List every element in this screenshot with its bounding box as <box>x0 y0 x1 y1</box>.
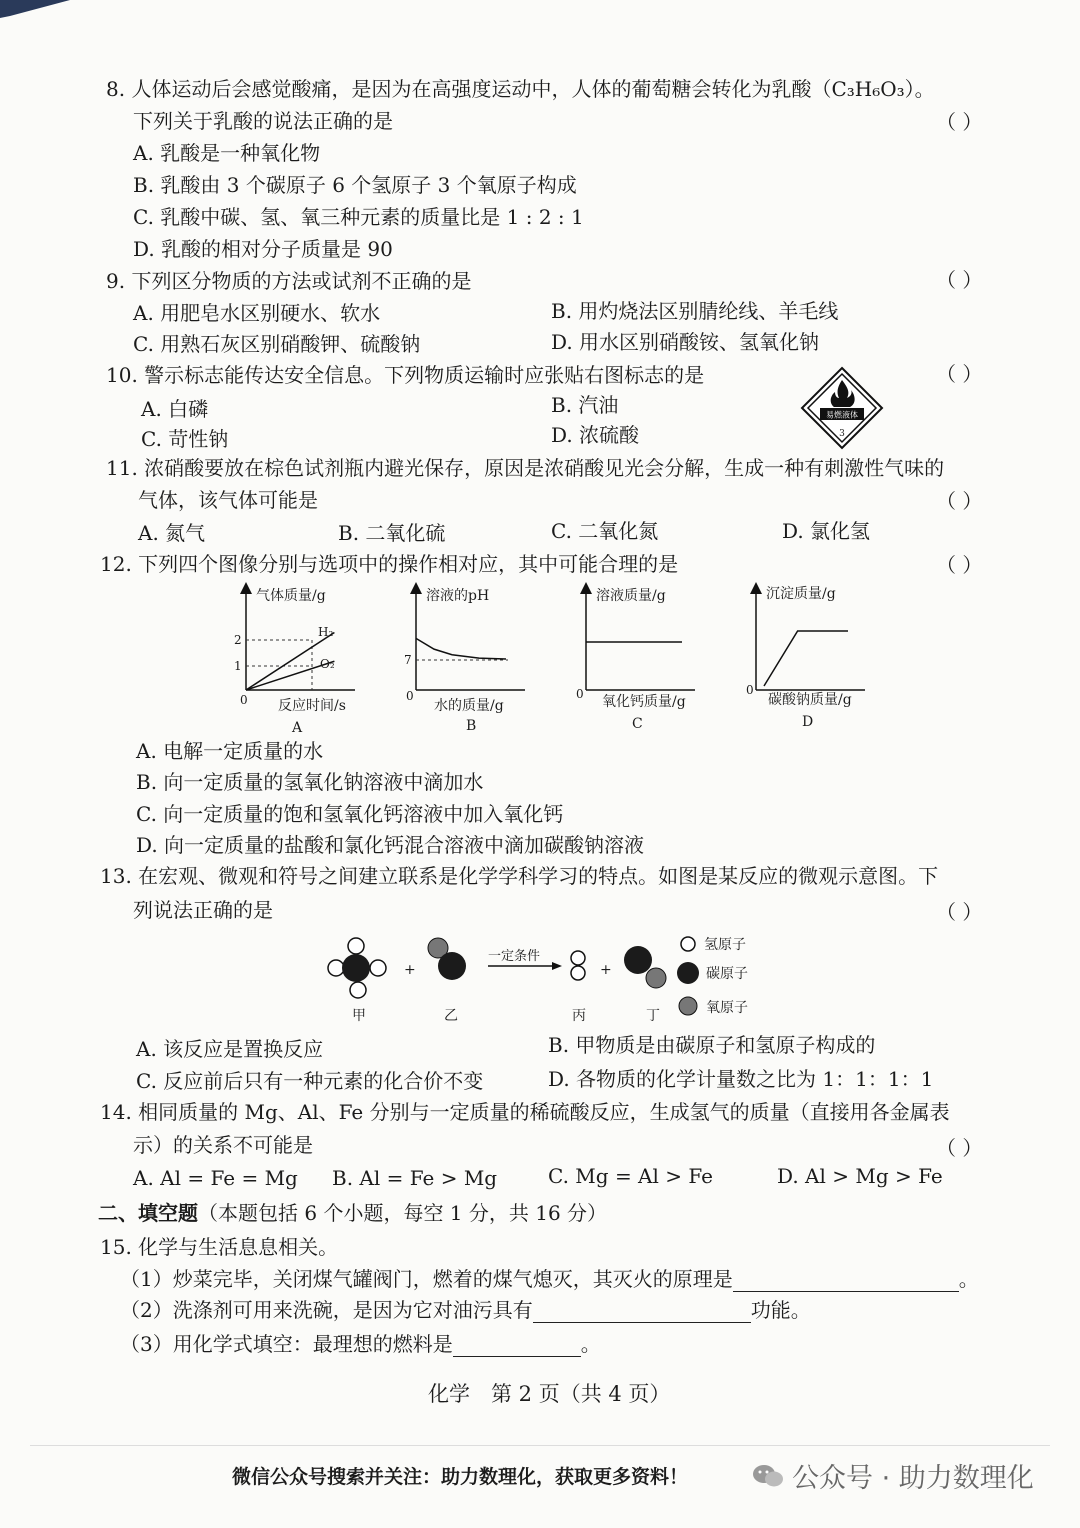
q9-option-d: D. 用水区别硝酸铵、氢氧化钠 <box>551 330 820 354</box>
chart-b-ytick-7: 7 <box>404 653 412 667</box>
q11-answer-paren: （ ） <box>936 489 983 513</box>
q15-stem: 15. 化学与生活息息相关。 <box>100 1235 339 1259</box>
q11-option-a: A. 氮气 <box>138 521 206 545</box>
q8-answer-paren: （ ） <box>936 110 983 134</box>
q12-option-a: A. 电解一定质量的水 <box>136 739 324 763</box>
q8-stem-line2: 下列关于乳酸的说法正确的是 <box>133 109 393 133</box>
section-2-title: 二、填空题 <box>98 1201 198 1225</box>
q9-stem: 9. 下列区分物质的方法或试剂不正确的是 <box>106 269 472 293</box>
flammable-liquid-sign <box>800 366 884 450</box>
q11-option-d: D. 氯化氢 <box>782 519 871 543</box>
q12-stem: 12. 下列四个图像分别与选项中的操作相对应，其中可能合理的是 <box>100 552 679 576</box>
legend-carbon: 碳原子 <box>706 966 748 982</box>
legend-carbon-icon <box>677 962 699 984</box>
chart-d-ylabel: 沉淀质量/g <box>766 586 836 602</box>
q13-option-a: A. 该反应是置换反应 <box>136 1037 324 1061</box>
q15-part1-text: （1）炒菜完毕，关闭煤气罐阀门，燃着的煤气熄灭，其灭火的原理是 <box>120 1267 733 1291</box>
q9-option-c: C. 用熟石灰区别硝酸钾、硫酸钠 <box>133 332 421 356</box>
label-yi: 乙 <box>444 1008 458 1024</box>
legend-oxygen: 氧原子 <box>706 1000 748 1016</box>
q12-option-d: D. 向一定质量的盐酸和氯化钙混合溶液中滴加碳酸钠溶液 <box>136 833 645 857</box>
legend-hydrogen-icon <box>681 937 695 951</box>
q10-stem: 10. 警示标志能传达安全信息。下列物质运输时应张贴右图标志的是 <box>106 363 705 387</box>
q12-graphs <box>220 578 900 738</box>
legend-hydrogen: 氢原子 <box>704 937 746 953</box>
q15-part3-blank[interactable] <box>453 1334 581 1357</box>
q13-option-d: D. 各物质的化学计量数之比为 1：1：1：1 <box>548 1067 934 1091</box>
chart-a-ylabel: 气体质量/g <box>256 588 326 604</box>
q15-part3-text: （3）用化学式填空：最理想的燃料是 <box>120 1332 453 1356</box>
chart-a <box>234 587 355 736</box>
q9-answer-paren: （ ） <box>936 268 983 292</box>
q14-stem-line2: 示）的关系不可能是 <box>133 1133 313 1157</box>
q14-option-b: B. Al = Fe > Mg <box>332 1166 498 1190</box>
chart-a-title: A <box>292 720 303 736</box>
q15-part1-blank[interactable] <box>733 1269 959 1292</box>
q9-option-b: B. 用灼烧法区别腈纶线、羊毛线 <box>551 299 839 323</box>
chart-b-ylabel: 溶液的pH <box>426 588 490 604</box>
label-bing: 丙 <box>572 1008 586 1024</box>
q11-option-c: C. 二氧化氮 <box>551 519 659 543</box>
label-jia: 甲 <box>352 1008 366 1024</box>
legend-oxygen-icon <box>679 997 697 1015</box>
q13-option-b: B. 甲物质是由碳原子和氢原子构成的 <box>548 1033 876 1057</box>
q13-stem-line1: 13. 在宏观、微观和符号之间建立联系是化学学科学习的特点。如图是某反应的微观示意图。下 <box>100 864 939 888</box>
q15-part3 <box>120 1331 601 1357</box>
watermark <box>752 1456 1034 1495</box>
section-2-heading <box>98 1200 607 1226</box>
chart-b <box>404 587 525 734</box>
q8-stem-line1: 8. 人体运动后会感觉酸痛，是因为在高强度运动中，人体的葡萄糖会转化为乳酸（C₃H₆O₃）。 <box>106 77 935 101</box>
q12-option-b: B. 向一定质量的氢氧化钠溶液中滴加水 <box>136 770 484 794</box>
chart-a-legend-h2: H₂ <box>318 625 334 639</box>
q13-reaction-diagram <box>320 930 770 1030</box>
q15-part2-text: （2）洗涤剂可用来洗碗，是因为它对油污具有 <box>120 1298 533 1322</box>
molecule-jia <box>328 938 386 998</box>
q11-option-b: B. 二氧化硫 <box>338 521 446 545</box>
chart-a-xlabel: 反应时间/s <box>278 698 346 714</box>
q15-part2 <box>120 1297 811 1323</box>
q14-stem-line1: 14. 相同质量的 Mg、Al、Fe 分别与一定质量的稀硫酸反应，生成氢气的质量（直接用各金属表 <box>100 1100 950 1124</box>
q11-stem-line1: 11. 浓硝酸要放在棕色试剂瓶内避光保存，原因是浓硝酸见光会分解，生成一种有刺激性气味的 <box>106 456 945 480</box>
q9-option-a: A. 用肥皂水区别硬水、软水 <box>133 301 381 325</box>
q8-option-d: D. 乳酸的相对分子质量是 90 <box>133 237 393 261</box>
watermark-text: 公众号 · 助力数理化 <box>792 1463 1034 1494</box>
q8-option-a: A. 乳酸是一种氧化物 <box>133 141 321 165</box>
footer-divider <box>30 1445 1050 1446</box>
sign-label: 易燃液体 <box>826 410 858 420</box>
q15-part2-blank[interactable] <box>533 1300 751 1323</box>
chart-c-ylabel: 溶液质量/g <box>596 588 666 604</box>
q13-stem-line2: 列说法正确的是 <box>133 898 273 922</box>
molecule-ding <box>624 946 666 988</box>
chart-a-legend-o2: O₂ <box>320 657 335 671</box>
molecule-yi <box>428 938 466 980</box>
q10-option-c: C. 苛性钠 <box>141 427 229 451</box>
q12-option-c: C. 向一定质量的饱和氢氧化钙溶液中加入氧化钙 <box>136 802 564 826</box>
chart-c-title: C <box>632 716 643 732</box>
q15-part2-end: 功能。 <box>750 1298 811 1322</box>
q8-option-c: C. 乳酸中碳、氢、氧三种元素的质量比是 1 : 2 : 1 <box>133 205 584 229</box>
plus-1: + <box>404 962 416 978</box>
chart-b-title: B <box>466 718 477 734</box>
chart-c-origin: 0 <box>576 687 584 701</box>
q11-stem-line2: 气体，该气体可能是 <box>138 488 318 512</box>
chart-a-ytick-1: 1 <box>234 659 242 673</box>
q10-option-d: D. 浓硫酸 <box>551 423 640 447</box>
q13-answer-paren: （ ） <box>936 900 983 924</box>
chart-d-title: D <box>802 714 814 730</box>
sign-number: 3 <box>839 429 845 439</box>
q10-option-a: A. 白磷 <box>141 397 209 421</box>
q15-part1 <box>120 1266 979 1292</box>
reaction-condition: 一定条件 <box>488 949 541 964</box>
promo-text: 微信公众号搜索并关注：助力数理化，获取更多资料！ <box>232 1466 689 1488</box>
q8-option-b: B. 乳酸由 3 个碳原子 6 个氢原子 3 个氧原子构成 <box>133 173 577 197</box>
chart-d-series <box>764 631 848 686</box>
q15-part3-end: 。 <box>580 1332 601 1356</box>
q15-part1-end: 。 <box>958 1267 979 1291</box>
molecule-bing <box>571 951 585 980</box>
label-ding: 丁 <box>646 1008 660 1024</box>
chart-c <box>576 587 695 732</box>
page-footer: 化学 第 2 页（共 4 页） <box>428 1382 671 1406</box>
q12-answer-paren: （ ） <box>936 553 983 577</box>
chart-a-origin: 0 <box>240 693 248 707</box>
q10-option-b: B. 汽油 <box>551 393 619 417</box>
scan-corner-mark <box>0 0 70 18</box>
chart-a-ytick-2: 2 <box>234 633 242 647</box>
q14-answer-paren: （ ） <box>936 1136 983 1160</box>
chart-b-xlabel: 水的质量/g <box>434 698 504 714</box>
chart-b-series-ph <box>416 638 506 659</box>
chart-b-origin: 0 <box>406 689 414 703</box>
chart-d-xlabel: 碳酸钠质量/g <box>768 692 852 708</box>
q14-option-c: C. Mg = Al > Fe <box>548 1164 713 1188</box>
q14-option-d: D. Al > Mg > Fe <box>777 1164 943 1188</box>
chart-d-origin: 0 <box>746 683 754 697</box>
wechat-icon <box>752 1464 784 1488</box>
q13-option-c: C. 反应前后只有一种元素的化合价不变 <box>136 1069 484 1093</box>
q10-answer-paren: （ ） <box>936 362 983 386</box>
chart-c-xlabel: 氧化钙质量/g <box>602 694 686 710</box>
chart-d <box>746 586 865 730</box>
plus-2: + <box>600 962 612 978</box>
q14-option-a: A. Al = Fe = Mg <box>133 1166 298 1190</box>
section-2-desc: （本题包括 6 个小题，每空 1 分，共 16 分） <box>198 1201 608 1225</box>
